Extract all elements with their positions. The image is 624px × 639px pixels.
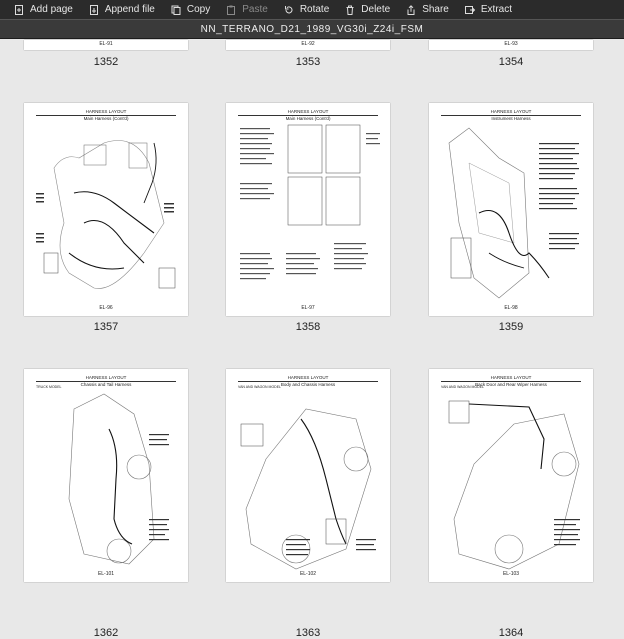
page-thumbnail-1352[interactable] — [24, 40, 188, 50]
rotate-button[interactable] — [284, 4, 329, 15]
extract-label: Extract — [480, 4, 512, 15]
paste-button[interactable] — [226, 4, 268, 15]
append-file-icon — [89, 5, 99, 15]
page-number: 1364 — [498, 627, 524, 639]
page-subtitle: Instrument Harness — [491, 116, 531, 121]
add-page-label: Add page — [30, 4, 73, 15]
delete-label: Delete — [361, 4, 391, 15]
page-thumbnail-1358[interactable] — [226, 103, 390, 316]
page-thumbnail-1364[interactable] — [429, 369, 593, 582]
toolbar — [0, 0, 624, 19]
share-button[interactable] — [406, 4, 449, 15]
page-thumbnail-1363[interactable] — [226, 369, 390, 582]
page-left-subtitle: TRUCK MODEL — [36, 385, 62, 389]
page-subtitle: Back Door and Rear Wiper Harness — [475, 382, 547, 387]
page-number: 1362 — [93, 627, 119, 639]
page-header: HARNESS LAYOUT — [238, 375, 378, 382]
paste-label: Paste — [242, 4, 268, 15]
extract-button[interactable] — [465, 4, 512, 15]
page-footer: EL-96 — [99, 305, 113, 311]
page-subtitle: Main Harness (Cont'd) — [83, 116, 129, 121]
truck-diagram — [24, 369, 188, 582]
append-file-button[interactable] — [89, 4, 155, 15]
page-footer: EL-92 — [301, 41, 315, 47]
delete-button[interactable] — [345, 4, 390, 15]
page-left-subtitle: VAN AND WAGON MODEL — [238, 385, 281, 389]
copy-label: Copy — [186, 4, 211, 15]
page-thumbnail-1357[interactable] — [24, 103, 188, 316]
page-subtitle: Chassis and Tail Harness — [80, 382, 132, 387]
copy-icon — [171, 5, 181, 15]
page-footer: EL-103 — [502, 571, 520, 577]
rotate-label: Rotate — [299, 4, 330, 15]
page-footer: EL-102 — [299, 571, 317, 577]
rotate-icon — [284, 5, 294, 15]
page-footer: EL-97 — [301, 305, 315, 311]
page-subtitle: Body and Chassis Harness — [280, 382, 336, 387]
page-thumbnail-1353[interactable] — [226, 40, 390, 50]
share-label: Share — [422, 4, 449, 15]
share-icon — [406, 5, 416, 15]
page-header: HARNESS LAYOUT — [441, 375, 581, 382]
page-thumbnail-1359[interactable] — [429, 103, 593, 316]
page-footer: EL-93 — [504, 41, 518, 47]
page-subtitle: Main Harness (Cont'd) — [285, 116, 331, 121]
page-number: 1363 — [295, 627, 321, 639]
page-thumbnail-grid — [0, 40, 624, 639]
page-header: HARNESS LAYOUT — [441, 109, 581, 116]
page-number: 1359 — [498, 321, 524, 333]
page-footer: EL-91 — [99, 41, 113, 47]
connector-table-diagram — [226, 103, 390, 316]
page-number: 1354 — [498, 56, 524, 68]
page-thumbnail-1354[interactable] — [429, 40, 593, 50]
page-number: 1358 — [295, 321, 321, 333]
append-file-label: Append file — [104, 4, 155, 15]
page-header: HARNESS LAYOUT — [238, 109, 378, 116]
page-number: 1353 — [295, 56, 321, 68]
copy-button[interactable] — [171, 4, 210, 15]
add-page-icon — [14, 5, 24, 15]
wagon-diagram — [226, 369, 390, 582]
page-thumbnail-1362[interactable] — [24, 369, 188, 582]
page-footer: EL-101 — [97, 571, 115, 577]
page-number: 1352 — [93, 56, 119, 68]
back-door-diagram — [429, 369, 593, 582]
page-header: HARNESS LAYOUT — [36, 375, 176, 382]
dashboard-diagram — [429, 103, 593, 316]
document-title: NN_TERRANO_D21_1989_VG30i_Z24i_FSM — [200, 23, 424, 35]
wiring-diagram — [24, 103, 188, 316]
page-header: HARNESS LAYOUT — [36, 109, 176, 116]
page-number: 1357 — [93, 321, 119, 333]
page-footer: EL-98 — [504, 305, 518, 311]
paste-icon — [226, 5, 236, 15]
document-title-bar — [0, 19, 624, 39]
delete-icon — [345, 5, 355, 15]
add-page-button[interactable] — [14, 4, 73, 15]
page-left-subtitle: VAN AND WAGON MODEL — [441, 385, 484, 389]
extract-icon — [465, 5, 475, 15]
